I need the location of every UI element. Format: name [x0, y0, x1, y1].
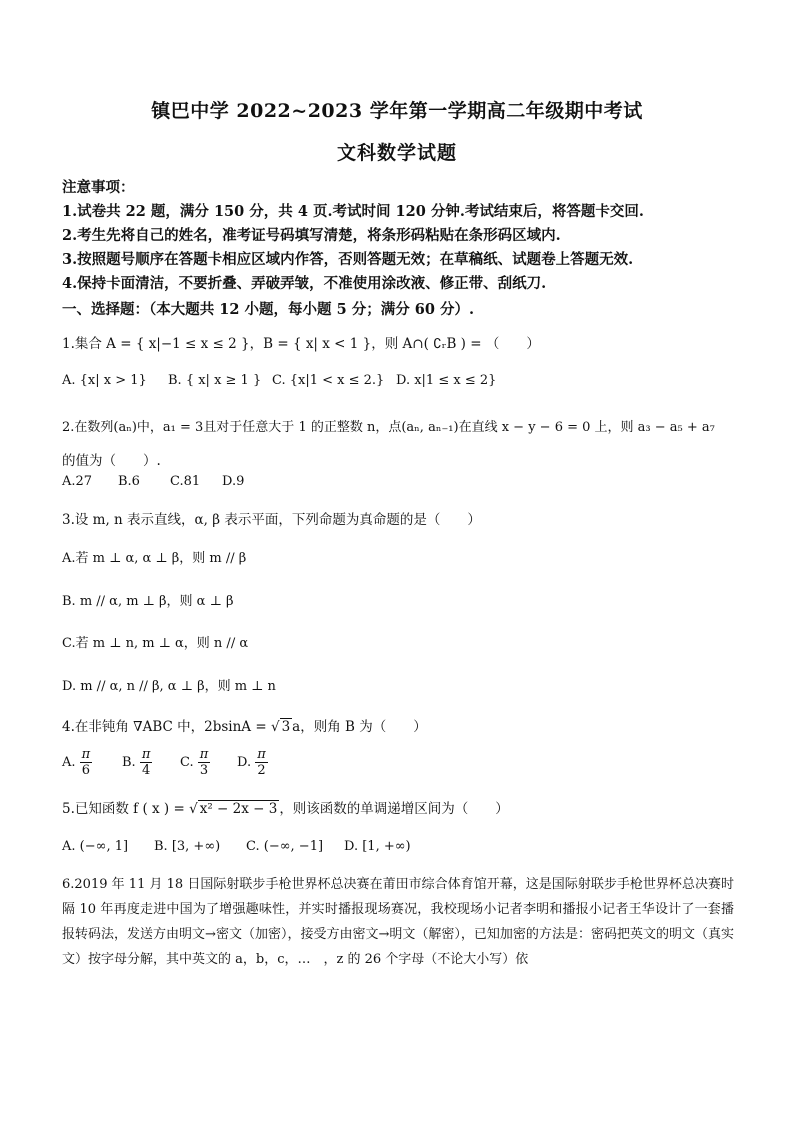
q4-option-c-num: π — [199, 747, 209, 762]
q4-option-a-den: 6 — [81, 763, 91, 778]
question-1-stem: 1.集合 A = { x|−1 ≤ x ≤ 2 }，B = { x| x < 1 }，则 A∩( ∁ᵣB ) = （ ） — [62, 336, 540, 352]
q4-option-a — [62, 747, 92, 778]
question-3-stem: 3.设 m, n 表示直线，α, β 表示平面，下列命题为真命题的是（ ） — [62, 512, 481, 528]
q3-option-c: C.若 m ⊥ n, m ⊥ α，则 n // α — [62, 636, 249, 651]
sqrt-sign: √ — [270, 719, 280, 735]
q2-option-a: A.27 — [62, 474, 93, 489]
q5-option-a: A. (−∞, 1] — [62, 839, 129, 854]
q3-option-b: B. m // α, m ⊥ β，则 α ⊥ β — [62, 594, 234, 609]
q4-option-d — [237, 747, 268, 778]
q4-option-d-den: 2 — [257, 763, 266, 778]
note-item-2: 2.考生先将自己的姓名，准考证号码填写清楚，将条形码粘贴在条形码区域内. — [62, 227, 561, 244]
q5-radicand: x² − 2x − 3 — [199, 801, 278, 817]
q4-option-b-fraction — [140, 747, 153, 778]
exam-title: 镇巴中学 2022~2023 学年第一学期高二年级期中考试 — [151, 100, 643, 122]
q5-option-d: D. [1, +∞) — [344, 839, 411, 854]
sqrt-sign: √ — [189, 801, 198, 817]
note-item-4: 4.保持卡面清洁，不要折叠、弄破弄皱，不准使用涂改液、修正带、刮纸刀. — [62, 275, 547, 292]
q5-option-b: B. [3, +∞) — [154, 839, 221, 854]
q1-option-b: B. { x| x ≥ 1 } — [168, 373, 262, 388]
question-2-stem-cont: 的值为（ ）. — [62, 453, 161, 469]
q5-stem-text: 5.已知函数 f ( x ) = — [62, 801, 190, 817]
q4-option-b-letter: B. — [122, 755, 136, 770]
q2-option-c: C.81 — [170, 474, 201, 489]
note-item-3: 3.按照题号顺序在答题卡相应区域内作答，否则答题无效；在草稿纸、试题卷上答题无效. — [62, 251, 634, 268]
question-5-stem — [62, 797, 509, 817]
q4-option-b-num: π — [141, 747, 151, 762]
q4-option-a-letter: A. — [62, 755, 76, 770]
q4-option-a-num: π — [81, 747, 91, 762]
q1-option-c: C. {x|1 < x ≤ 2.} — [272, 373, 385, 388]
q4-stem-text: 4.在非钝角 ∇ABC 中，2bsinA = — [62, 719, 271, 735]
notes-heading: 注意事项： — [62, 179, 135, 196]
q4-option-c-letter: C. — [180, 755, 194, 770]
q4-option-a-fraction — [80, 747, 93, 778]
q2-option-b: B.6 — [118, 474, 140, 489]
q2-option-d: D.9 — [222, 474, 245, 489]
section-heading: 一、选择题：（本大题共 12 小题，每小题 5 分；满分 60 分）. — [62, 301, 475, 318]
q1-option-d: D. x|1 ≤ x ≤ 2} — [396, 373, 497, 388]
question-2-stem: 2.在数列(aₙ)中，a₁ = 3且对于任意大于 1 的正整数 n，点(aₙ, aₙ₋₁)在直线 x − y − 6 = 0 上，则 a₃ − a₅ + a₇ — [62, 420, 715, 435]
q4-stem-text-end: a，则角 B 为（ ） — [292, 719, 427, 735]
q4-option-b — [122, 747, 152, 778]
q3-option-a: A.若 m ⊥ α, α ⊥ β，则 m // β — [62, 551, 247, 566]
q1-option-a: A. {x| x > 1} — [62, 373, 147, 388]
q5-option-c: C. (−∞, −1] — [246, 839, 324, 854]
exam-subtitle: 文科数学试题 — [336, 142, 457, 164]
q4-option-d-letter: D. — [237, 755, 252, 770]
q4-option-c-fraction — [198, 747, 211, 778]
note-item-1: 1.试卷共 22 题，满分 150 分，共 4 页.考试时间 120 分钟.考试结束后，将答题卡交回. — [62, 203, 644, 220]
question-6-text: 6.2019 年 11 月 18 日国际射联步手枪世界杯总决赛在莆田市综合体育馆开幕，这是国际射联步手枪世界杯总决赛时隔 10 年再度走进中国为了增强趣味性，并实时播报现场赛况，我校现场小记者李明和播报小记者王华设计了一套播报转码法，发送方由明文→密文（加密），接受方由密文→明文（解密），已知加密的方法是：密码把英文的明文（真实文）按字母分解，其中英文的 a，b，c，… ，z 的 26 个字母（不论大小写）依 — [62, 877, 734, 967]
q4-option-b-den: 4 — [141, 763, 151, 778]
q4-option-c — [180, 747, 210, 778]
q5-stem-text-end: ，则该函数的单调递增区间为（ ） — [279, 801, 509, 817]
q4-option-d-fraction — [255, 747, 268, 778]
q4-option-c-den: 3 — [199, 763, 209, 778]
q4-radicand: 3 — [281, 719, 291, 735]
q4-option-d-num: π — [257, 747, 266, 762]
q3-option-d: D. m // α, n // β, α ⊥ β，则 m ⊥ n — [62, 679, 276, 694]
question-4-stem — [62, 715, 427, 735]
